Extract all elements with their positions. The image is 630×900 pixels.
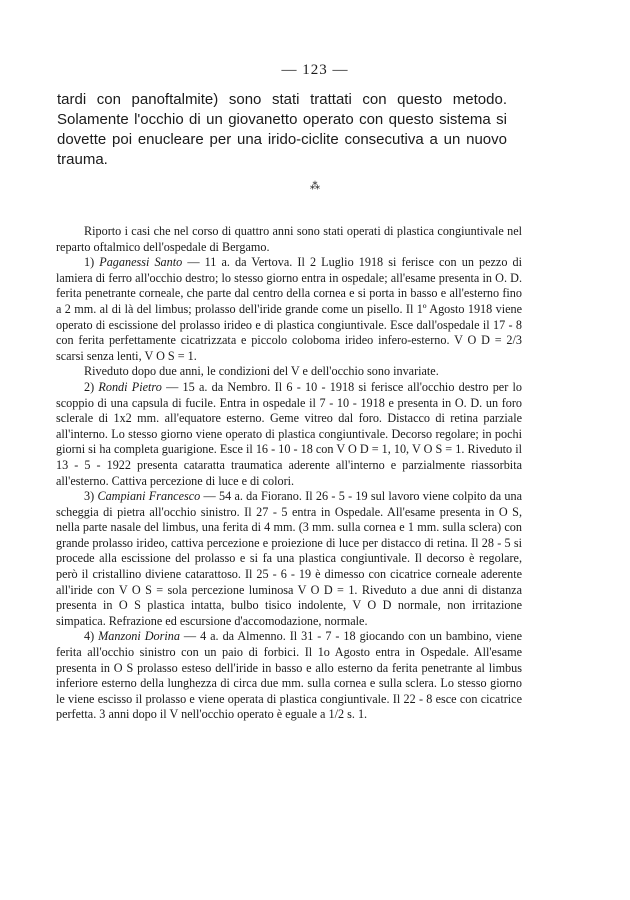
case-1-number: 1) <box>84 255 95 270</box>
case-4-number: 4) <box>84 629 95 644</box>
page-number: — 123 — <box>281 62 349 78</box>
case-2 <box>56 380 522 489</box>
case-2-number: 2) <box>84 379 95 394</box>
case-1 <box>56 255 522 364</box>
case-3-text: — 54 a. da Fiorano. Il 26 - 5 - 19 sul lavoro viene colpito da una scheggia di pietra all'occhio sinistro. Il 27 - 5 entra in Ospedale. All'esame presenta in O S, nella parte nasale del limbus, una ferita di 4 mm. (3 mm. sulla cornea e 1 mm. sulla sclera) con grande prolasso irideo, cattiva percezione e proiezione di luce per distacco di retina. Il 28 - 5 si procede alla escissione del prolasso e si fa una plastica congiuntivale. Il decorso è regolare, però il cristallino diviene catarattoso. Il 25 - 6 - 19 è dimesso con cicatrice corneale aderente all'iride con V O S = sola percezione luminosa V O D = 1. Riveduto a due anni di distanza presenta in O S plastica intatta, bulbo tisico indolente, V O D normale, non irritazione simpatica. Refrazione ed escursione d'accomodazione, normale. <box>56 489 522 628</box>
intro-paragraph: tardi con panoftalmite) sono stati trattati con questo metodo. Solamente l'occhio di un giovanetto operato con questo sistema si dovette poi enucleare per una irido-ciclite consecutiva a un nuovo trauma. <box>57 91 507 168</box>
opening-paragraph: Riporto i casi che nel corso di quattro anni sono stati operati di plastica congiuntivale nel reparto oftalmico dell'ospedale di Bergamo. <box>56 224 522 254</box>
case-3-name: Campiani Francesco <box>97 489 201 504</box>
case-2-text: — 15 a. da Nembro. Il 6 - 10 - 1918 si ferisce all'occhio destro per lo scoppio di una capsula di fucile. Entra in ospedale il 7 - 10 - 1918 e presenta in O. D. un foro sclerale di 1x2 mm. all'equatore esterno. Geme vitreo dal foro. Distacco di retina parziale all'interno. Lo stesso giorno viene operato di plastica congiuntivale. Decorso regolare; in pochi giorni si ha completa guarigione. Esce il 16 - 10 - 18 con V O D = 1, 10, V O S = 1. Riveduto il 13 - 5 - 1922 presenta cataratta traumatica aderente all'interno e parzialmente riassorbita all'esterno. Cattiva percezione di luce e di colori. <box>56 379 523 488</box>
case-4-name: Manzoni Dorina <box>98 629 180 644</box>
case-1-name: Paganessi Santo <box>99 255 183 270</box>
case-3-number: 3) <box>84 489 95 504</box>
case-4 <box>56 629 522 723</box>
case-3 <box>56 489 522 629</box>
asterism-separator: ⁂ <box>310 181 320 192</box>
case-1-follow-up: Riveduto dopo due anni, le condizioni del V e dell'occhio sono invariate. <box>84 364 439 379</box>
case-4-text: — 4 a. da Almenno. Il 31 - 7 - 18 giocando con un bambino, viene ferita all'occhio sinistro con un paio di forbici. Il 1o Agosto entra in Ospedale. All'esame presenta in O S prolasso esteso dell'iride in basso e allo esterno da ferita penetrante al limbus inferiore esterno della lunghezza di circa due mm. sulla cornea e sulla sclera. Lo stesso giorno le viene escisso il prolasso e viene operata di plastica congiuntivale. Il 22 - 8 esce con cicatrice perfetta. 3 anni dopo il V nell'occhio operato è eguale a 1/2 s. 1. <box>56 629 522 722</box>
case-1-text: — 11 a. da Vertova. Il 2 Luglio 1918 si ferisce con un pezzo di lamiera di ferro all'occhio destro; lo stesso giorno entra in ospedale; all'esame presenta in O. D. ferita penetrante corneale, che parte dal centro della cornea e si porta in basso e all'esterno fino a 2 mm. al di là del limbus; prolasso dell'iride grande come un pisello. Il 1º Agosto 1918 viene operato di escissione del prolasso irideo e di plastica congiuntivale. Esce dall'ospedale il 17 - 8 con ferita perfettamente cicatrizzata e piccolo coloboma irideo infero-esterno. V O D = 2/3 scarsi senza lenti, V O S = 1. <box>56 255 522 363</box>
case-2-name: Rondi Pietro <box>98 379 162 394</box>
case-report-body <box>56 224 522 723</box>
